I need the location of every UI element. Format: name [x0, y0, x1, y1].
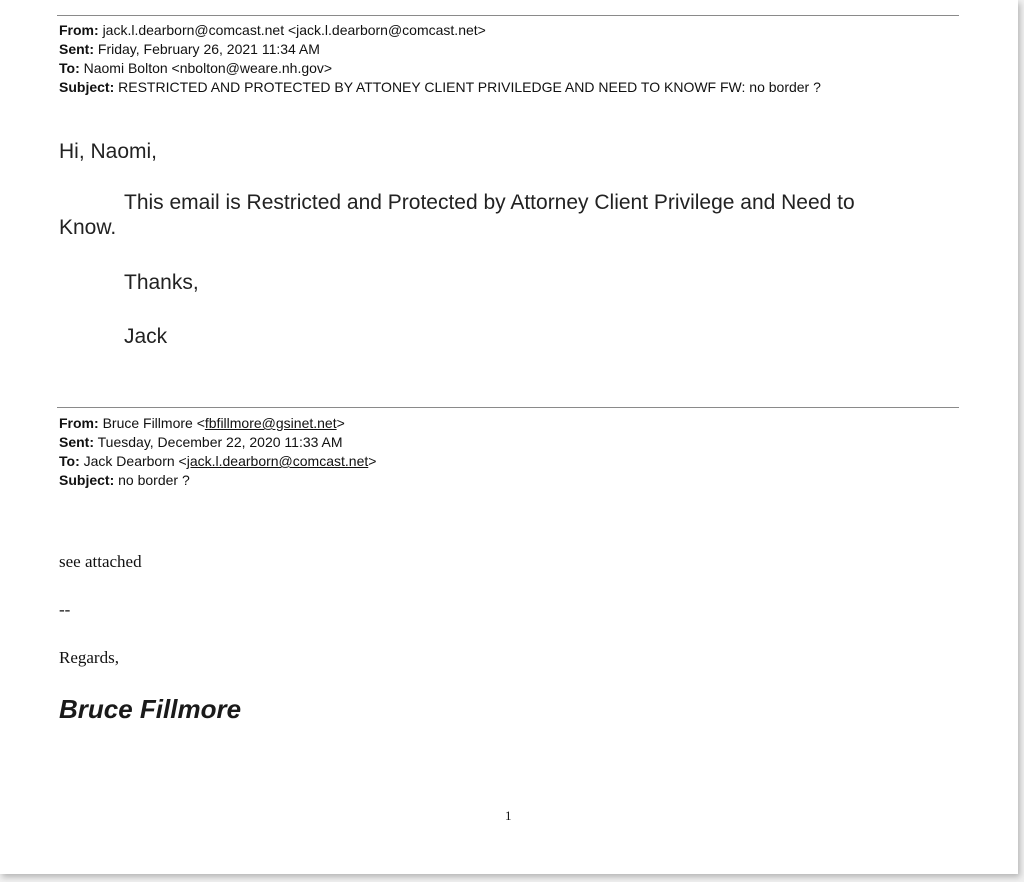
email1-sent: Friday, February 26, 2021 11:34 AM [97, 41, 320, 57]
email1-to: Naomi Bolton <nbolton@weare.nh.gov> [83, 60, 333, 76]
header-divider-top [57, 15, 959, 16]
email1-closing: Thanks, [124, 271, 199, 294]
page-number: 1 [505, 808, 512, 823]
email1-subject-line: Subject: RESTRICTED AND PROTECTED BY ATTONEY CLIENT PRIVILEDGE AND NEED TO KNOWF FW: no border ? [59, 79, 821, 95]
email1-body-line2: Know. [59, 216, 117, 239]
email2-subject-line: Subject: no border ? [59, 472, 190, 488]
email2-separator: -- [59, 600, 71, 619]
email2-sent-line: Sent: Tuesday, December 22, 2020 11:33 AM [59, 434, 343, 450]
email2-from-email-link[interactable]: fbfillmore@gsinet.net [204, 415, 337, 431]
email1-header [59, 21, 821, 97]
email2-to-line: To: Jack Dearborn <jack.l.dearborn@comcast.net> [59, 453, 377, 469]
email1-subject: RESTRICTED AND PROTECTED BY ATTONEY CLIENT PRIVILEDGE AND NEED TO KNOWF FW: no border ? [118, 79, 821, 95]
email1-body-line1: This email is Restricted and Protected by Attorney Client Privilege and Need to [124, 191, 855, 214]
email1-from-line: From: jack.l.dearborn@comcast.net <jack.l.dearborn@comcast.net> [59, 22, 486, 38]
email2-subject: no border ? [118, 472, 190, 488]
email2-regards: Regards, [59, 648, 119, 667]
header-divider-bottom [57, 407, 959, 408]
email1-sent-line: Sent: Friday, February 26, 2021 11:34 AM [59, 41, 320, 57]
email2-header [59, 414, 376, 490]
email2-signature: Bruce Fillmore [59, 694, 242, 724]
email2-body: see attached [59, 552, 142, 571]
email1-from: jack.l.dearborn@comcast.net <jack.l.dearborn@comcast.net> [102, 22, 486, 38]
email2-from-line: From: Bruce Fillmore <fbfillmore@gsinet.net> [59, 415, 345, 431]
email1-to-line: To: Naomi Bolton <nbolton@weare.nh.gov> [59, 60, 333, 76]
email2-to-email-link[interactable]: jack.l.dearborn@comcast.net [186, 453, 369, 469]
email1-signoff: Jack [124, 325, 168, 348]
email2-sent: Tuesday, December 22, 2020 11:33 AM [97, 434, 343, 450]
email1-greeting: Hi, Naomi, [59, 140, 158, 163]
